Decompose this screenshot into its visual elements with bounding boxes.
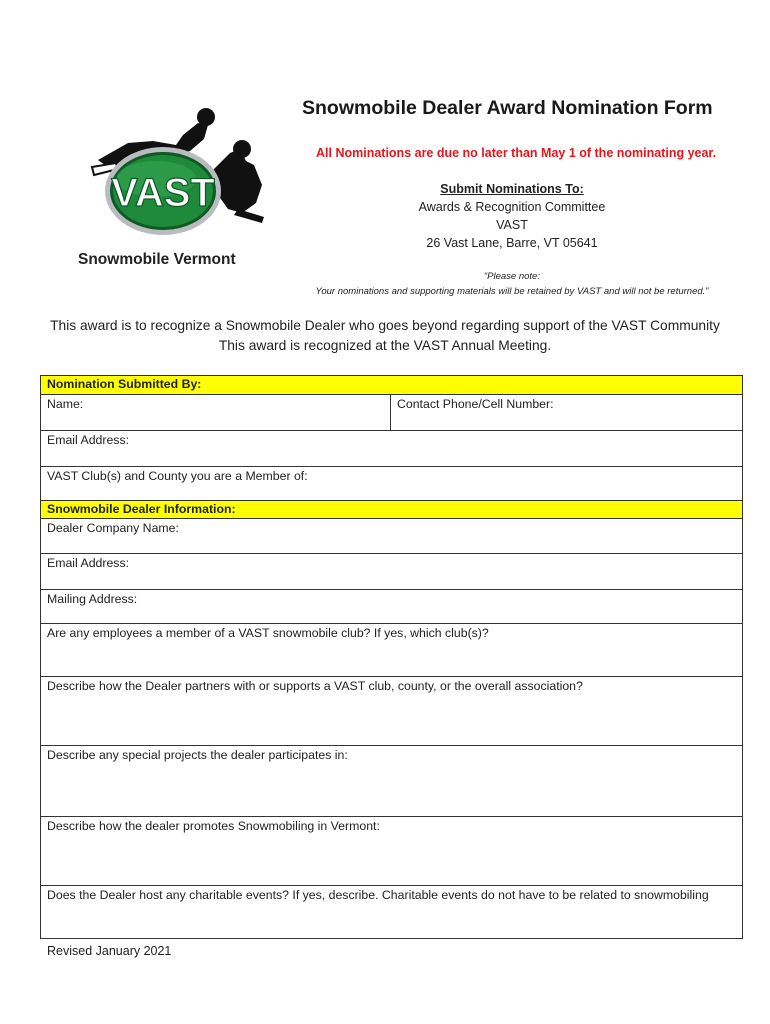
field-label: Describe how the Dealer partners with or supports a VAST club, county, or the overall association? — [47, 679, 583, 693]
name-phone-row — [41, 394, 742, 430]
helmet-left-icon — [197, 108, 215, 126]
address-line: VAST — [496, 218, 528, 232]
vast-logo-graphic — [58, 105, 268, 255]
dealer-company-field[interactable] — [41, 518, 742, 553]
note-text: Your nominations and supporting materials will be retained by VAST and will not be returned.” — [315, 286, 709, 297]
name-field[interactable] — [41, 395, 391, 430]
logo-caption: Snowmobile Vermont — [78, 251, 236, 268]
promotes-snowmobiling-field[interactable] — [41, 816, 742, 885]
section-heading: Nomination Submitted By: — [47, 377, 202, 391]
intro-line: This award is recognized at the VAST Annual Meeting. — [218, 338, 552, 353]
dealer-partners-field[interactable] — [41, 676, 742, 745]
dealer-email-field[interactable] — [41, 553, 742, 589]
field-label: Email Address: — [47, 433, 130, 447]
field-label: Email Address: — [47, 556, 130, 570]
field-label: Contact Phone/Cell Number: — [397, 397, 554, 411]
phone-field[interactable] — [391, 395, 742, 430]
nomination-form-table — [40, 375, 743, 939]
employees-club-field[interactable] — [41, 623, 742, 676]
intro-line: This award is to recognize a Snowmobile Dealer who goes beyond regarding support of the VAST Community — [50, 318, 720, 333]
address-line: 26 Vast Lane, Barre, VT 05641 — [426, 236, 598, 250]
address-line: Awards & Recognition Committee — [418, 200, 606, 214]
field-label: Are any employees a member of a VAST snowmobile club? If yes, which club(s)? — [47, 626, 489, 640]
page-title: Snowmobile Dealer Award Nomination Form — [302, 97, 713, 119]
section-heading: Snowmobile Dealer Information: — [47, 502, 236, 516]
revision-note: Revised January 2021 — [47, 944, 172, 958]
field-label: VAST Club(s) and County you are a Member of: — [47, 469, 308, 483]
submit-heading: Submit Nominations To: — [440, 182, 584, 196]
svg-text:®: ® — [216, 212, 222, 219]
field-label: Does the Dealer host any charitable events? If yes, describe. Charitable events do not have to be related to snowmobiling — [47, 888, 709, 902]
due-notice: All Nominations are due no later than May 1 of the nominating year. — [316, 146, 717, 160]
field-label: Name: — [47, 397, 84, 411]
section-dealer — [41, 500, 742, 518]
note-label: “Please note: — [484, 271, 540, 282]
logo-text: VAST — [111, 171, 215, 215]
mailing-address-field[interactable] — [41, 589, 742, 623]
field-label: Mailing Address: — [47, 592, 138, 606]
section-nominator — [41, 376, 742, 394]
club-county-field[interactable] — [41, 466, 742, 500]
field-label: Describe how the dealer promotes Snowmobiling in Vermont: — [47, 819, 380, 833]
nominator-email-field[interactable] — [41, 430, 742, 466]
vast-logo — [58, 105, 268, 255]
charitable-events-field[interactable] — [41, 885, 742, 938]
field-label: Describe any special projects the dealer participates in: — [47, 748, 348, 762]
special-projects-field[interactable] — [41, 745, 742, 816]
field-label: Dealer Company Name: — [47, 521, 179, 535]
